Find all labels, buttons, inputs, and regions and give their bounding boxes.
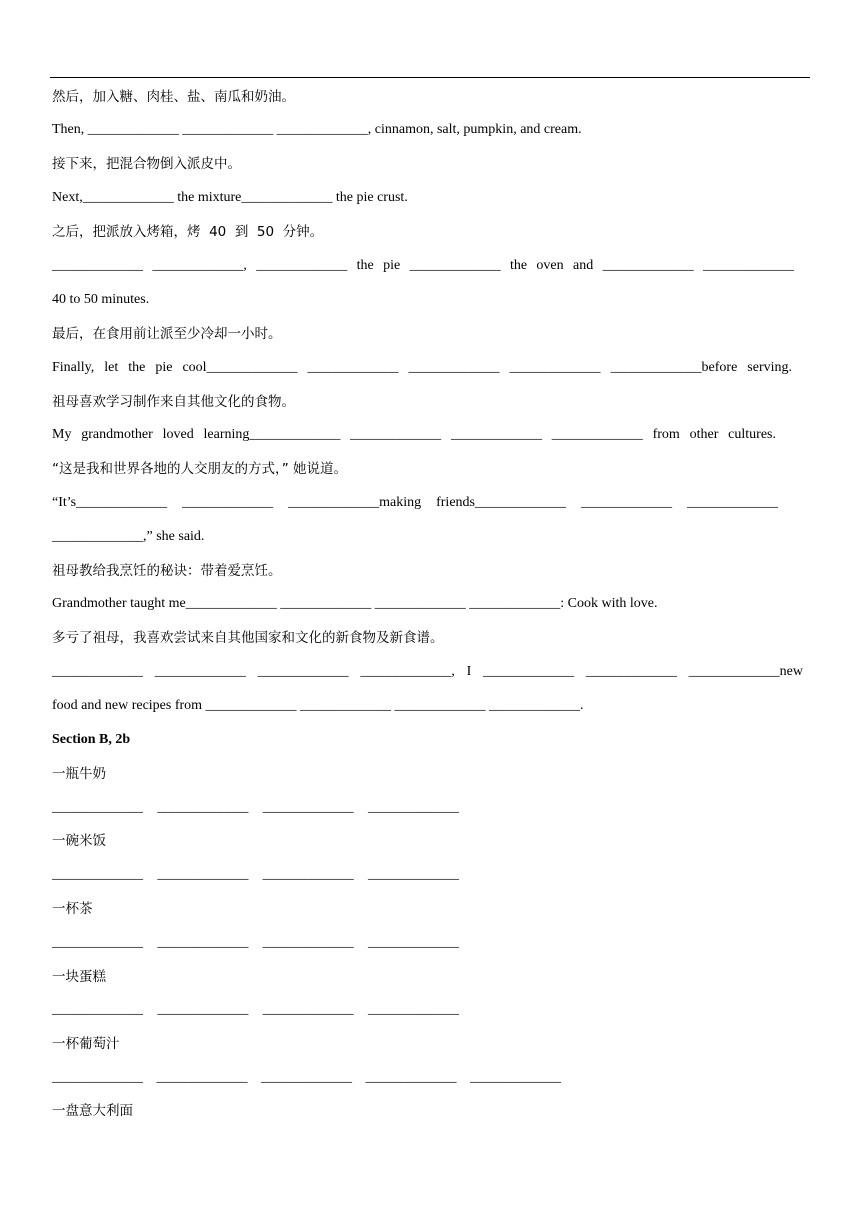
answer-blanks-9: _____________ _____________ _____________ _____________ bbox=[52, 800, 459, 815]
chinese-prompt-4: 最后，在食用前让派至少冷却一小时。 bbox=[52, 326, 282, 342]
chinese-prompt-14: 一盘意大利面 bbox=[52, 1103, 133, 1119]
english-fill-3b: 40 to 50 minutes. bbox=[52, 292, 150, 307]
chinese-prompt-13: 一杯葡萄汁 bbox=[52, 1036, 120, 1052]
english-fill-1: Then, _____________ _____________ _____________, cinnamon, salt, pumpkin, and cream. bbox=[52, 122, 582, 137]
chinese-prompt-3: 之后，把派放入烤箱，烤 40 到 50 分钟。 bbox=[52, 224, 324, 240]
chinese-prompt-9: 一瓶牛奶 bbox=[52, 766, 106, 782]
chinese-prompt-6: “这是我和世界各地的人交朋友的方式，” 她说道。 bbox=[52, 461, 348, 477]
english-fill-6a: “It’s_____________ _____________ _____________making friends_____________ _____________ _____________ bbox=[52, 495, 778, 510]
chinese-prompt-1: 然后，加入糖、肉桂、盐、南瓜和奶油。 bbox=[52, 89, 295, 105]
chinese-prompt-8: 多亏了祖母，我喜欢尝试来自其他国家和文化的新食物及新食谱。 bbox=[52, 630, 444, 646]
english-fill-7: Grandmother taught me_____________ _____________ _____________ _____________: Cook with love. bbox=[52, 596, 658, 611]
chinese-prompt-11: 一杯茶 bbox=[52, 901, 93, 917]
section-heading: Section B, 2b bbox=[52, 732, 131, 747]
english-fill-5: My grandmother loved learning_____________ _____________ _____________ _____________ from other cultures. bbox=[52, 427, 776, 442]
chinese-prompt-10: 一碗米饭 bbox=[52, 833, 106, 849]
english-fill-8b: food and new recipes from _____________ _____________ _____________ _____________. bbox=[52, 698, 584, 713]
chinese-prompt-5: 祖母喜欢学习制作来自其他文化的食物。 bbox=[52, 394, 295, 410]
english-fill-2: Next,_____________ the mixture_____________ the pie crust. bbox=[52, 190, 408, 205]
english-fill-4: Finally, let the pie cool_____________ _____________ _____________ _____________ _____________before serving. bbox=[52, 360, 792, 375]
chinese-prompt-12: 一块蛋糕 bbox=[52, 969, 106, 985]
chinese-prompt-2: 接下来，把混合物倒入派皮中。 bbox=[52, 156, 241, 172]
header-rule bbox=[50, 77, 810, 78]
answer-blanks-11: _____________ _____________ _____________ _____________ bbox=[52, 935, 459, 950]
chinese-prompt-7: 祖母教给我烹饪的秘诀：带着爱烹饪。 bbox=[52, 563, 282, 579]
english-fill-8a: _____________ _____________ _____________ _____________, I _____________ _____________ _____________new bbox=[52, 664, 803, 679]
answer-blanks-12: _____________ _____________ _____________ _____________ bbox=[52, 1002, 459, 1017]
answer-blanks-13: _____________ _____________ _____________ _____________ _____________ bbox=[52, 1070, 561, 1085]
english-fill-6b: _____________,” she said. bbox=[52, 529, 205, 544]
answer-blanks-10: _____________ _____________ _____________ _____________ bbox=[52, 867, 459, 882]
english-fill-3a: _____________ _____________, _____________ the pie _____________ the oven and _____________ _____________ bbox=[52, 258, 794, 273]
